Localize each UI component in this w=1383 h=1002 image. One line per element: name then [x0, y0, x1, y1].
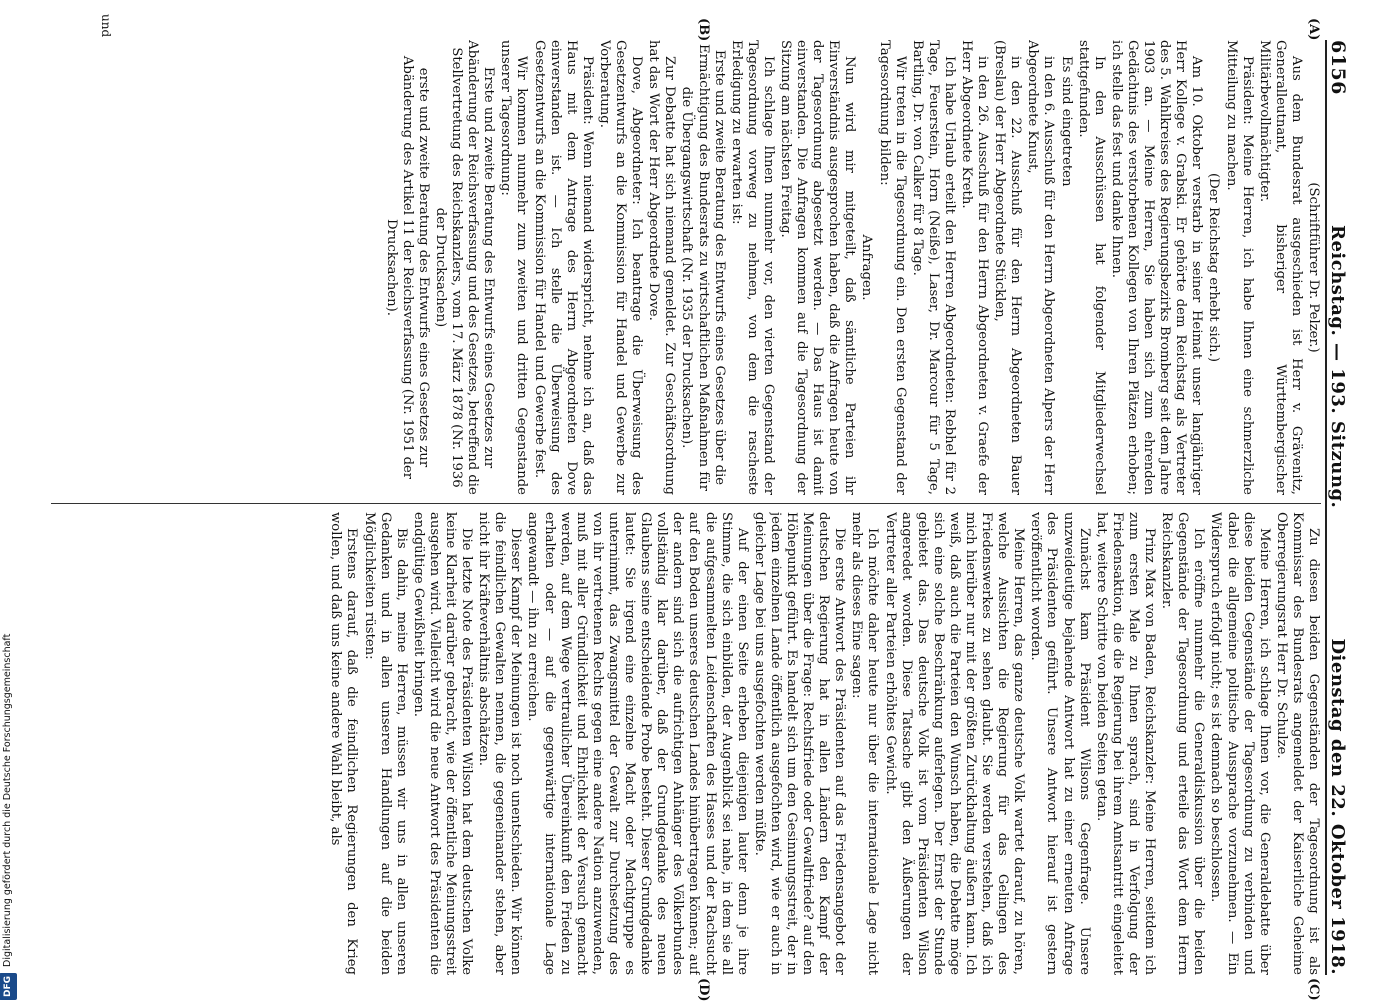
- paragraph: Dieser Kampf der Meinungen ist noch unentschieden. Wir können die feindlichen Gewalten nennen, die gegeneinander stehen, aber nicht ihr Kräfteverhältnis abschätzen.: [476, 512, 524, 975]
- paragraph: Nun wird mir mitgeteilt, daß sämtliche Parteien ihr Einverständnis ausgesprochen haben, daß die Anfragen heute von der Tagesordnung abgesetzt werden. — Das Haus ist damit einverstanden. Die Anfragen kommen auf die Tagesordnung der Sitzung am nächsten Freitag.: [778, 40, 858, 495]
- page-number: 6156: [1327, 40, 1349, 95]
- marker-d: (D): [696, 978, 711, 1002]
- paragraph: Präsident: Wenn niemand widerspricht, nehme ich an, daß das Haus mit dem Antrage des Herrn Abgeordneten Dove einverstanden ist. — Ich stelle die Überweisung des Gesetzentwurfs an die Kommission für Handel und Gewerbe fest.: [531, 40, 595, 495]
- paragraph: Zur Debatte hat sich niemand gemeldet. Zur Geschäftsordnung hat das Wort der Herr Abgeordnete Dove.: [646, 40, 678, 495]
- column-divider: [51, 503, 1321, 504]
- page-header: [1325, 40, 1361, 975]
- paragraph: Meine Herren, ich schlage Ihnen vor, die Generaldebatte über diese beiden Gegenstände der Tagesordnung zu verbinden und dabei die allgemeine politische Aussprache vorzunehmen. — Ein Widerspruch erfolgt nicht; es ist demnach so beschlossen.: [1208, 512, 1272, 975]
- paragraph: Prinz Max von Baden, Reichskanzler: Meine Herren, seitdem ich zum ersten Male zu Ihnen sprach, sind in Verfolgung der Friedensaktion, die die Regierung bei ihrem Amtsantritt eingeleitet hat, weitere Schritte von beiden Seiten getan.: [1093, 512, 1158, 975]
- marker-b: (B): [696, 18, 711, 42]
- paragraph: (Schriftführer Dr. Pelzer.): [1306, 182, 1321, 353]
- page-title: Reichstag. — 193. Sitzung.: [1327, 225, 1348, 509]
- marker-und: und: [99, 14, 113, 38]
- paragraph: Am 10. Oktober verstarb in seiner Heimat unser langjähriger Herr Kollege v. Grabski. Er gehörte dem Reichstag als Vertreter des 5. Wahlkreises des Regierungsbezirks Bromberg seit dem Jahre 1903 an. — Meine Herren, Sie haben sich zum ehrenden Gedächtnis des verstorbenen Kollegen von Ihren Plätzen erhoben; ich stelle das fest und danke Ihnen.: [1108, 40, 1205, 495]
- marker-c: (C): [1306, 978, 1321, 1001]
- paragraph: In den Ausschüssen hat folgender Mitgliederwechsel stattgefunden.: [1075, 40, 1107, 495]
- paragraph: erste und zweite Beratung des Entwurfs eines Gesetzes zur Abänderung des Artikel 11 der Reichsverfassung (Nr. 1951 der Drucksachen).: [383, 55, 431, 480]
- paragraph: Erstens darauf, daß die feindlichen Regierungen den Krieg wollen, und daß uns keine andere Wahl bleibt, als: [328, 512, 360, 975]
- paragraph: Wir kommen nunmehr zum zweiten und dritten Gegenstande unserer Tagesordnung:: [498, 40, 530, 495]
- paragraph: in den 6. Ausschuß für den Herrn Abgeordneten Alpers der Herr Abgeordnete Knust,: [1025, 40, 1057, 495]
- paragraph: Zunächst kam Präsident Wilsons Gegenfrage. Unsere unzweideutige bejahende Antwort hat zu einer erneuten Anfrage des Präsidenten geführt. Unsere Antwort hierauf ist gestern veröffentlicht worden.: [1028, 512, 1092, 975]
- paragraph: Ich schlage Ihnen nunmehr vor, den vierten Gegenstand der Tagesordnung vorweg zu nehmen, von dem die rascheste Erledigung zu erwarten ist:: [728, 40, 776, 495]
- footer-text: Digitalisierung gefördert durch die Deutsche Forschungsgemeinschaft: [2, 633, 13, 967]
- paragraph: Die erste Antwort des Präsidenten auf das Friedensangebot der deutschen Regierung hat in allen Ländern den Kampf der Meinungen über die Frage: Rechtsfriede oder Gewaltfriede? auf den Höhepunkt geführt. Es handelt sich um den Gesinnungsstreit, der in jedem einzelnen Lande öffentlich ausgefochten wird, wie er auch in gleicher Lage bei uns ausgefochten werden müßte.: [751, 512, 848, 975]
- paragraph: Anfragen.: [859, 234, 875, 301]
- paragraph: Präsident: Meine Herren, ich habe Ihnen eine schmerzliche Mitteilung zu machen.: [1223, 40, 1255, 495]
- paragraph: Ich eröffne nunmehr die Generaldiskussion über die beiden Gegenstände der Tagesordnung und erteile das Wort dem Herrn Reichskanzler.: [1159, 512, 1207, 975]
- paragraph: in den 26. Ausschuß für den Herrn Abgeordneten v. Graefe der Herr Abgeordnete Kreth.: [959, 40, 991, 495]
- page-date: Dienstag den 22. Oktober 1918.: [1327, 638, 1348, 975]
- right-column: [51, 512, 1321, 975]
- paragraph: Erste und zweite Beratung des Entwurfs eines Gesetzes über die Ermächtigung des Bundesrats zu wirtschaftlichen Maßnahmen für die Übergangswirtschaft (Nr. 1935 der Drucksachen).: [679, 43, 727, 491]
- dfg-logo: DFG: [0, 973, 17, 1000]
- paragraph: Die letzte Note des Präsidenten Wilson hat dem deutschen Volke keine Klarheit darüber gebracht, wie der öffentliche Meinungsstreit ausgehen wird. Vielleicht wird die neue Antwort des Präsidenten die endgültige Gewißheit bringen.: [410, 512, 475, 975]
- paragraph: Es sind eingetreten: [1058, 56, 1074, 187]
- left-column: [51, 40, 1321, 495]
- paragraph: Auf der einen Seite erheben diejenigen lauter denn je ihre Stimme, die sich einbilden, der Augenblick sei nahe, in dem sie all die aufgesammelten Leidenschaften des Hasses und der Rachsucht auf den Boden unseres deutschen Landes hinübertragen können; auf der andern sind sich die aufrichtigen Anhänger des Völkerbundes vollständig klar darüber, daß der Grundgedanke des neuen Glaubens seine entscheidende Probe besteht. Dieser Grundgedanke lautet: Sie irgend eine einzelne Macht oder Machtgruppe es unternimmt, das Zwangsmittel der Gewalt zur Durchsetzung des von ihr vertretenen Rechts gegen eine andere Nation anzuwenden, muß mit aller Gründlichkeit und Ehrlichkeit der Versuch gemacht werden, auf dem Wege vertraulicher Übereinkunft den Frieden zu erhalten oder — auf die gegenwärtige internationale Lage angewandt — ihn zu erreichen.: [525, 512, 750, 975]
- paragraph: in den 22. Ausschuß für den Herrn Abgeordneten Bauer (Breslau) der Herr Abgeordnete Stücklen,: [992, 40, 1024, 495]
- paragraph: Meine Herren, das ganze deutsche Volk wartet darauf, zu hören, welche Aussichten die Regierung für das Gelingen des Friedenswerkes zu sehen glaubt. Sie werden verstehen, daß ich mich hierüber nur mit der größten Zurückhaltung äußern kann. Ich weiß, daß auch die Parteien den Wunsch haben, die Debatte möge sich eine solche Beschränkung auferlegen. Der Ernst der Stunde gebietet das. Das deutsche Volk ist vom Präsidenten Wilson angeredet worden. Diese Tatsache gibt den Äußerungen der Vertreter aller Parteien erhöhtes Gewicht.: [882, 512, 1027, 975]
- paragraph: Ich habe Urlaub erteilt den Herren Abgeordneten: Rebhel für 2 Tage, Feuerstein, Horn (Neiße), Laser, Dr. Marcour für 5 Tage, Bartling, Dr. von Calker für 8 Tage.: [909, 40, 957, 495]
- paragraph: Aus dem Bundesrat ausgeschieden ist Herr v. Grävenitz, Generalleutnant, bisheriger Württembergischer Militärbevollmächtigter.: [1256, 40, 1304, 495]
- footer-strip: [0, 600, 16, 1000]
- paragraph: Dove, Abgeordneter: Ich beantrage die Überweisung des Gesetzentwurfs an die Kommission für Handel und Gewerbe zur Vorberatung.: [596, 40, 645, 495]
- paragraph: Erste und zweite Beratung des Entwurfs eines Gesetzes zur Abänderung der Reichsverfassung und des Gesetzes, betreffend die Stellvertretung des Reichskanzlers, vom 17. März 1878 (Nr. 1936 der Drucksachen): [433, 40, 497, 495]
- paragraph: (Der Reichstag erhebt sich.): [1206, 173, 1222, 362]
- paragraph: Bis dahin, meine Herren, müssen wir uns in allen unseren Gedanken und in allen unseren Handlungen auf die beiden Möglichkeiten rüsten:: [361, 512, 409, 975]
- paragraph: Zu diesen beiden Gegenständen der Tagesordnung ist als Kommissar des Bundesrats angemeldet der Kaiserliche Geheime Oberregierungsrat Herr Dr. Schulze.: [1273, 512, 1321, 975]
- paragraph: Ich möchte daher heute nur über die internationale Lage nicht mehr als dieses Eine sagen:: [849, 512, 881, 975]
- paragraph: Wir treten in die Tagesordnung ein. Den ersten Gegenstand der Tagesordnung bilden:: [876, 40, 908, 495]
- marker-a: (A): [1306, 18, 1321, 41]
